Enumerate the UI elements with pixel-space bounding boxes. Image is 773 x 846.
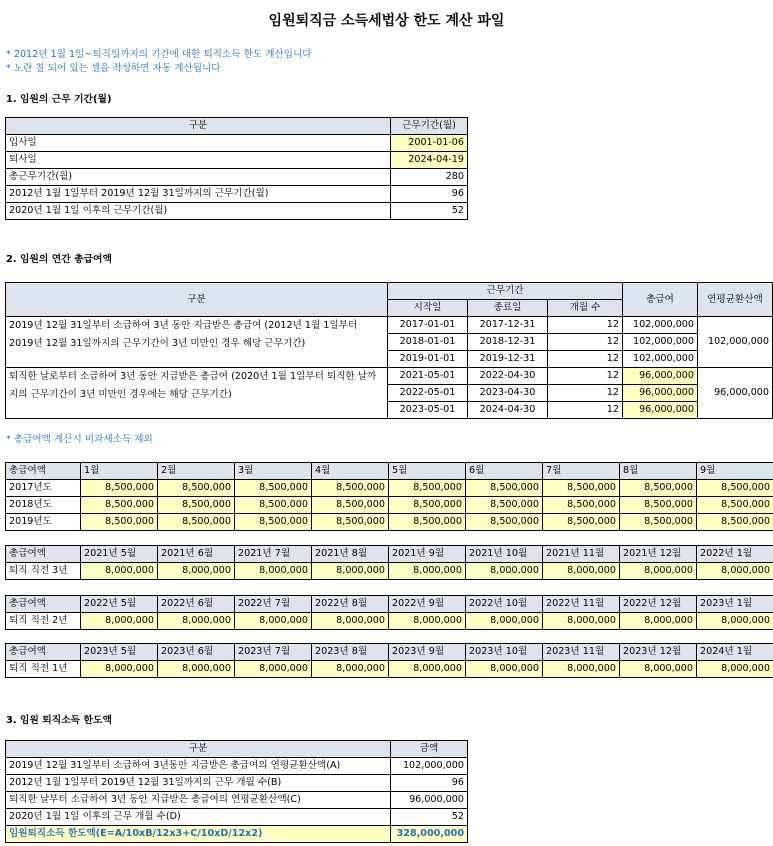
- row-value: 52: [391, 203, 468, 220]
- monthly-salary-input[interactable]: 8,500,000: [389, 497, 466, 514]
- row-value: 102,000,000: [391, 758, 468, 775]
- table-row: [6, 186, 468, 203]
- total-salary: 96,000,000: [623, 368, 698, 385]
- row-value: 52: [391, 809, 468, 826]
- note-line: * 2012년 1월 1일~퇴직일까지의 기간에 대한 퇴직소득 한도 계산입니다: [6, 49, 312, 60]
- monthly-salary-input[interactable]: 8,500,000: [235, 514, 312, 531]
- header-cell: 2021년 9월: [389, 546, 466, 563]
- months: 12: [548, 402, 623, 419]
- table-row: [6, 826, 468, 843]
- header-cell: 2021년 6월: [158, 546, 235, 563]
- total-salary: 102,000,000: [623, 334, 698, 351]
- header-cell: 2023년 10월: [466, 644, 543, 661]
- monthly-salary-input[interactable]: 8,000,000: [543, 613, 620, 630]
- monthly-salary-input[interactable]: 8,500,000: [389, 480, 466, 497]
- header-cell: 총급여: [623, 283, 698, 317]
- row-label: 2020년 1월 1일 이후의 근무기간(월): [6, 203, 391, 220]
- monthly-salary-input[interactable]: 8,500,000: [158, 497, 235, 514]
- monthly-salary-input[interactable]: 8,500,000: [312, 514, 389, 531]
- monthly-salary-input[interactable]: 8,000,000: [389, 661, 466, 678]
- row-label: 퇴직 직전 1년: [6, 661, 81, 678]
- monthly-salary-input[interactable]: 8,500,000: [697, 497, 773, 514]
- header-cell: 총급여액: [6, 546, 81, 563]
- leave-date-input[interactable]: 2024-04-19: [391, 152, 468, 169]
- header-cell: 2월: [158, 463, 235, 480]
- header-cell: 2022년 12월: [620, 596, 697, 613]
- header-cell: 2021년 10월: [466, 546, 543, 563]
- monthly-salary-input[interactable]: 8,000,000: [312, 613, 389, 630]
- monthly-salary-input[interactable]: 8,000,000: [466, 613, 543, 630]
- table-row: [6, 809, 468, 826]
- header-cell: 2021년 12월: [620, 546, 697, 563]
- end-date: 2024-04-30: [468, 402, 548, 419]
- monthly-salary-input[interactable]: 8,000,000: [466, 563, 543, 580]
- monthly-salary-input[interactable]: 8,000,000: [81, 613, 158, 630]
- monthly-salary-input[interactable]: 8,500,000: [81, 514, 158, 531]
- monthly-salary-input[interactable]: 8,500,000: [466, 497, 543, 514]
- header-cell: 구분: [6, 118, 391, 135]
- monthly-salary-input[interactable]: 8,500,000: [697, 480, 773, 497]
- header-cell: 2023년 12월: [620, 644, 697, 661]
- monthly-salary-table-2017-2019: [5, 462, 773, 531]
- monthly-salary-input[interactable]: 8,000,000: [235, 563, 312, 580]
- header-cell: 연평균환산액: [698, 283, 773, 317]
- join-date-input[interactable]: 2001-01-06: [391, 135, 468, 152]
- monthly-salary-input[interactable]: 8,500,000: [389, 514, 466, 531]
- header-cell: 2022년 9월: [389, 596, 466, 613]
- table-row: [6, 368, 773, 385]
- end-date: 2023-04-30: [468, 385, 548, 402]
- header-cell: 2023년 5월: [81, 644, 158, 661]
- row-label: 퇴직 직전 2년: [6, 613, 81, 630]
- monthly-salary-input[interactable]: 8,500,000: [81, 480, 158, 497]
- monthly-salary-input[interactable]: 8,000,000: [235, 661, 312, 678]
- monthly-salary-input[interactable]: 8,000,000: [312, 563, 389, 580]
- header-cell: 2021년 11월: [543, 546, 620, 563]
- header-cell: 6월: [466, 463, 543, 480]
- header-cell: 근무기간(월): [391, 118, 468, 135]
- annual-average: 102,000,000: [698, 317, 773, 368]
- header-cell: 2021년 7월: [235, 546, 312, 563]
- header-cell: 2024년 1월: [697, 644, 773, 661]
- monthly-salary-input[interactable]: 8,000,000: [620, 661, 697, 678]
- monthly-salary-input[interactable]: 8,500,000: [312, 480, 389, 497]
- header-cell: 시작일: [388, 300, 468, 317]
- header-cell: 3월: [235, 463, 312, 480]
- monthly-salary-input[interactable]: 8,500,000: [466, 514, 543, 531]
- row-label: 2018년도: [6, 497, 81, 514]
- months: 12: [548, 351, 623, 368]
- monthly-salary-input[interactable]: 8,000,000: [543, 563, 620, 580]
- header-cell: 7월: [543, 463, 620, 480]
- monthly-salary-input[interactable]: 8,500,000: [312, 497, 389, 514]
- monthly-salary-input[interactable]: 8,500,000: [543, 514, 620, 531]
- table-row: [6, 775, 468, 792]
- row-label: 2017년도: [6, 480, 81, 497]
- monthly-salary-input[interactable]: 8,500,000: [466, 480, 543, 497]
- months: 12: [548, 385, 623, 402]
- header-cell: 2023년 9월: [389, 644, 466, 661]
- row-value: 96,000,000: [391, 792, 468, 809]
- monthly-salary-input[interactable]: 8,500,000: [543, 480, 620, 497]
- table-row: [6, 792, 468, 809]
- monthly-salary-input[interactable]: 8,000,000: [81, 563, 158, 580]
- header-cell: 종료일: [468, 300, 548, 317]
- start-date: 2017-01-01: [388, 317, 468, 334]
- months: 12: [548, 317, 623, 334]
- end-date: 2022-04-30: [468, 368, 548, 385]
- monthly-salary-input[interactable]: 8,000,000: [697, 613, 773, 630]
- page-title: 임원퇴직금 소득세법상 한도 계산 파일: [268, 13, 505, 29]
- monthly-salary-input[interactable]: 8,000,000: [466, 661, 543, 678]
- row-label: 총근무기간(월): [6, 169, 391, 186]
- header-cell: 근무기간: [388, 283, 623, 300]
- table-row: [6, 497, 773, 514]
- total-salary: 102,000,000: [623, 351, 698, 368]
- monthly-salary-input[interactable]: 8,000,000: [158, 661, 235, 678]
- header-cell: 2023년 6월: [158, 644, 235, 661]
- monthly-salary-input[interactable]: 8,500,000: [697, 514, 773, 531]
- note-line: * 노란 칠 되어 있는 셀을 작성하면 자동 계산됩니다: [6, 63, 221, 74]
- row-label: 퇴사일: [6, 152, 391, 169]
- final-limit-value: 328,000,000: [391, 826, 468, 843]
- monthly-salary-input[interactable]: 8,000,000: [312, 661, 389, 678]
- monthly-salary-input[interactable]: 8,000,000: [158, 563, 235, 580]
- section-2-heading: 2. 임원의 연간 총급여액: [6, 254, 112, 265]
- header-cell: 8월: [620, 463, 697, 480]
- row-label: 입사일: [6, 135, 391, 152]
- note-line: * 총급여액 계산시 비과세소득 제외: [6, 434, 153, 445]
- monthly-salary-input[interactable]: 8,500,000: [235, 497, 312, 514]
- start-date: 2018-01-01: [388, 334, 468, 351]
- monthly-salary-input[interactable]: 8,500,000: [235, 480, 312, 497]
- monthly-salary-input[interactable]: 8,500,000: [81, 497, 158, 514]
- monthly-salary-input[interactable]: 8,500,000: [158, 514, 235, 531]
- monthly-salary-input[interactable]: 8,000,000: [697, 661, 773, 678]
- total-salary: 96,000,000: [623, 385, 698, 402]
- months: 12: [548, 368, 623, 385]
- table-row: [6, 758, 468, 775]
- row-label: 2012년 1월 1일부터 2019년 12월 31일까지의 근무기간(월): [6, 186, 391, 203]
- table-row: [6, 563, 773, 580]
- header-cell: 9월: [697, 463, 773, 480]
- row-label: 2012년 1월 1일부터 2019년 12월 31일까지의 근무 개월 수(B): [6, 775, 391, 792]
- header-cell: 구분: [6, 283, 388, 317]
- table-row: [6, 613, 773, 630]
- header-cell: 총급여액: [6, 463, 81, 480]
- monthly-salary-input[interactable]: 8,000,000: [389, 613, 466, 630]
- table-row: [6, 480, 773, 497]
- table-row: [6, 169, 468, 186]
- row-label: 2019년 12월 31일부터 소급하여 3년동안 지급받은 총급여의 연평균환산액(A): [6, 758, 391, 775]
- start-date: 2023-05-01: [388, 402, 468, 419]
- row-value: 280: [391, 169, 468, 186]
- header-cell: 5월: [389, 463, 466, 480]
- monthly-salary-input[interactable]: 8,000,000: [389, 563, 466, 580]
- header-cell: 2023년 7월: [235, 644, 312, 661]
- monthly-salary-input[interactable]: 8,500,000: [620, 514, 697, 531]
- monthly-salary-input[interactable]: 8,000,000: [697, 563, 773, 580]
- start-date: 2019-01-01: [388, 351, 468, 368]
- header-cell: 2021년 5월: [81, 546, 158, 563]
- table-row: [6, 317, 773, 334]
- section-1-heading: 1. 임원의 근무 기간(월): [6, 94, 112, 105]
- header-cell: 2022년 11월: [543, 596, 620, 613]
- table-row: [6, 203, 468, 220]
- monthly-salary-input[interactable]: 8,500,000: [620, 480, 697, 497]
- monthly-salary-input[interactable]: 8,000,000: [81, 661, 158, 678]
- header-cell: 구분: [6, 741, 391, 758]
- limit-table: [5, 740, 468, 843]
- monthly-salary-input[interactable]: 8,000,000: [158, 613, 235, 630]
- monthly-salary-input[interactable]: 8,000,000: [543, 661, 620, 678]
- row-value: 96: [391, 775, 468, 792]
- header-cell: 금액: [391, 741, 468, 758]
- header-cell: 2023년 11월: [543, 644, 620, 661]
- total-salary: 102,000,000: [623, 317, 698, 334]
- header-cell: 2022년 6월: [158, 596, 235, 613]
- end-date: 2017-12-31: [468, 317, 548, 334]
- header-cell: 2022년 10월: [466, 596, 543, 613]
- header-cell: 총급여액: [6, 644, 81, 661]
- annual-average: 96,000,000: [698, 368, 773, 419]
- row-label: 2019년도: [6, 514, 81, 531]
- start-date: 2022-05-01: [388, 385, 468, 402]
- header-cell: 2021년 8월: [312, 546, 389, 563]
- monthly-salary-table-2y: [5, 595, 773, 630]
- final-limit-label: 임원퇴직소득 한도액(E=A/10xB/12x3+C/10xD/12x2): [6, 826, 391, 843]
- monthly-salary-input[interactable]: 8,500,000: [620, 497, 697, 514]
- header-cell: 2023년 8월: [312, 644, 389, 661]
- header-cell: 총급여액: [6, 596, 81, 613]
- end-date: 2019-12-31: [468, 351, 548, 368]
- months: 12: [548, 334, 623, 351]
- table-row: [6, 135, 468, 152]
- row-label: 퇴직 직전 3년: [6, 563, 81, 580]
- monthly-salary-table-1y: [5, 643, 773, 678]
- group-label: 2019년 12월 31일부터 소급하여 3년 동안 지급받은 총급여 (2012년 1월 1일부터 2019년 12월 31일까지의 근무기간이 3년 미만인 경우 해당 근무기간): [6, 317, 388, 368]
- group-label: 퇴직한 날로부터 소급하여 3년 동안 지급받은 총급여 (2020년 1월 1일부터 퇴직한 날까지의 근무기간이 3년 미만인 경우에는 해당 근무기간): [6, 368, 388, 419]
- row-value: 96: [391, 186, 468, 203]
- monthly-salary-input[interactable]: 8,000,000: [620, 613, 697, 630]
- monthly-salary-input[interactable]: 8,000,000: [620, 563, 697, 580]
- monthly-salary-table-3y: [5, 545, 773, 580]
- header-cell: 2022년 1월: [697, 546, 773, 563]
- header-cell: 개월 수: [548, 300, 623, 317]
- annual-salary-table: [5, 282, 773, 419]
- monthly-salary-input[interactable]: 8,500,000: [158, 480, 235, 497]
- total-salary: 96,000,000: [623, 402, 698, 419]
- end-date: 2018-12-31: [468, 334, 548, 351]
- table-row: [6, 152, 468, 169]
- header-cell: 2023년 1월: [697, 596, 773, 613]
- header-cell: 1월: [81, 463, 158, 480]
- row-label: 퇴직한 날부터 소급하여 3년 동안 지급받은 총급여의 연평균환산액(C): [6, 792, 391, 809]
- monthly-salary-input[interactable]: 8,000,000: [235, 613, 312, 630]
- header-cell: 2022년 8월: [312, 596, 389, 613]
- table-row: [6, 514, 773, 531]
- work-period-table: [5, 117, 468, 220]
- section-3-heading: 3. 임원 퇴직소득 한도액: [6, 715, 112, 726]
- row-label: 2020년 1월 1일 이후의 근무 개월 수(D): [6, 809, 391, 826]
- header-cell: 2022년 7월: [235, 596, 312, 613]
- table-row: [6, 661, 773, 678]
- header-cell: 4월: [312, 463, 389, 480]
- header-cell: 2022년 5월: [81, 596, 158, 613]
- monthly-salary-input[interactable]: 8,500,000: [543, 497, 620, 514]
- start-date: 2021-05-01: [388, 368, 468, 385]
